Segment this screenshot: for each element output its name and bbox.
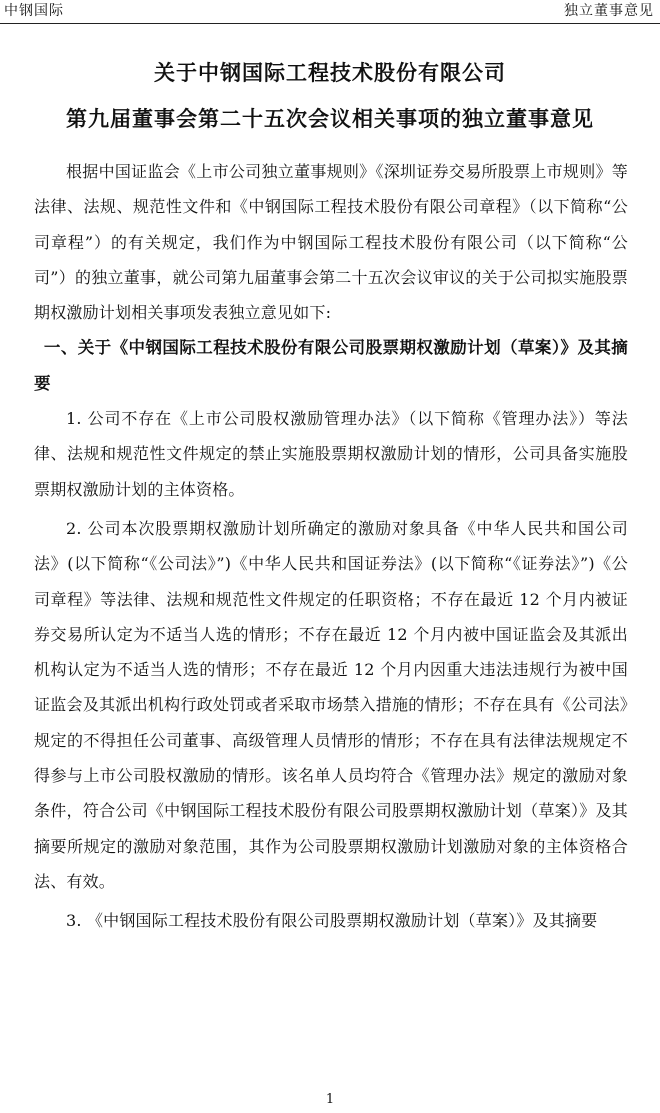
section-1-item-3: 3. 《中钢国际工程技术股份有限公司股票期权激励计划（草案）》及其摘要 (66, 911, 598, 931)
page-header (0, 0, 660, 24)
section-1-heading: 一、关于《中钢国际工程技术股份有限公司股票期权激励计划（草案）》及其摘要 (34, 338, 628, 393)
header-document-type: 独立董事意见 (564, 3, 654, 19)
page-number: 1 (325, 1092, 335, 1107)
document-title-line-2: 第九届董事会第二十五次会议相关事项的独立董事意见 (66, 106, 594, 131)
document-body (34, 154, 628, 939)
document-title-line-1: 关于中钢国际工程技术股份有限公司 (154, 60, 506, 85)
intro-paragraph: 根据中国证监会《上市公司独立董事规则》《深圳证券交易所股票上市规则》等法律、法规、规范性文件和《中钢国际工程技术股份有限公司章程》（以下简称“公司章程”）的有关规定，我们作为中钢国际工程技术股份有限公司（以下简称“公司”）的独立董事，就公司第九届董事会第二十五次会议审议的关于公司拟实施股票期权激励计划相关事项发表独立意见如下: (34, 162, 628, 323)
section-1-item-1: 1. 公司不存在《上市公司股权激励管理办法》（以下简称《管理办法》）等法律、法规和规范性文件规定的禁止实施股票期权激励计划的情形，公司具备实施股票期权激励计划的主体资格。 (34, 409, 628, 499)
section-1-item-2: 2. 公司本次股票期权激励计划所确定的激励对象具备《中华人民共和国公司法》(以下简称“《公司法》”)《中华人民共和国证券法》(以下简称“《证券法》”)《公司章程》等法律、法规和规范性文件规定的任职资格；不存在最近 12 个月内被证券交易所认定为不适当人选的情形；不存在最近 12 个月内被中国证监会及其派出机构认定为不适当人选的情形；不存在最近 12 个月内因重大违法违规行为被中国证监会及其派出机构行政处罚或者采取市场禁入措施的情形；不存在具有《公司法》规定的不得担任公司董事、高级管理人员情形的情形；不存在具有法律法规规定不得参与上市公司股权激励的情形。该名单人员均符合《管理办法》规定的激励对象条件，符合公司《中钢国际工程技术股份有限公司股票期权激励计划（草案）》及其摘要所规定的激励对象范围，其作为公司股票期权激励计划激励对象的主体资格合法、有效。 (34, 518, 628, 891)
header-company-name: 中钢国际 (4, 3, 64, 19)
